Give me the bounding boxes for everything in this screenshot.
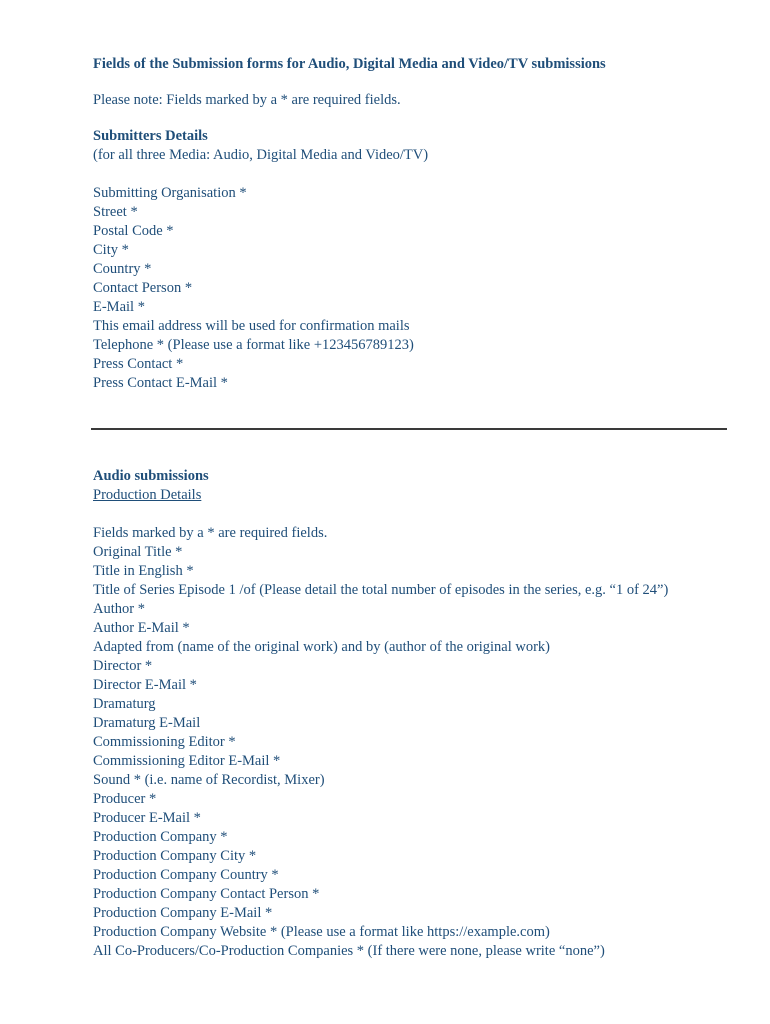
field-item: All Co-Producers/Co-Production Companies * (If there were none, please write “none”) (93, 943, 605, 959)
field-item: Country * (93, 261, 152, 277)
field-item: Press Contact * (93, 356, 184, 372)
field-item: Production Company * (93, 829, 228, 845)
production-details-heading: Production Details (93, 487, 202, 503)
field-item: Director * (93, 658, 153, 674)
field-item: City * (93, 242, 129, 258)
field-item: Producer E-Mail * (93, 810, 201, 826)
field-item: Producer * (93, 791, 157, 807)
field-item: Dramaturg (93, 696, 156, 712)
field-item: Commissioning Editor * (93, 734, 236, 750)
field-item: Telephone * (Please use a format like +123456789123) (93, 337, 414, 353)
section-divider (91, 428, 727, 430)
field-item: Adapted from (name of the original work) and by (author of the original work) (93, 639, 551, 655)
document-title: Fields of the Submission forms for Audio, Digital Media and Video/TV submissions (93, 56, 606, 72)
field-item: Contact Person * (93, 280, 193, 296)
submitters-section (93, 127, 428, 393)
field-item: Original Title * (93, 544, 183, 560)
required-fields-note: Please note: Fields marked by a * are required fields. (93, 92, 401, 108)
field-item: Sound * (i.e. name of Recordist, Mixer) (93, 772, 325, 788)
field-item: Director E-Mail * (93, 677, 197, 693)
field-item: E-Mail * (93, 299, 145, 315)
field-item: Commissioning Editor E-Mail * (93, 753, 281, 769)
field-item: Author * (93, 601, 145, 617)
field-item: Submitting Organisation * (93, 185, 247, 201)
field-item: Author E-Mail * (93, 620, 190, 636)
field-item: Production Company Country * (93, 867, 279, 883)
field-item: Production Company Contact Person * (93, 886, 320, 902)
field-item: Press Contact E-Mail * (93, 375, 228, 391)
submitters-heading: Submitters Details (93, 128, 208, 144)
audio-heading: Audio submissions (93, 468, 209, 484)
field-item: Postal Code * (93, 223, 174, 239)
field-item: Street * (93, 204, 138, 220)
field-item: This email address will be used for confirmation mails (93, 318, 410, 334)
field-item: Title in English * (93, 563, 194, 579)
audio-section (93, 467, 723, 961)
field-item: Dramaturg E-Mail (93, 715, 201, 731)
field-item: Title of Series Episode 1 /of (Please detail the total number of episodes in the series, e.g. “1 of 24”) (93, 582, 669, 598)
field-item: Production Company E-Mail * (93, 905, 273, 921)
field-item: Production Company Website * (Please use a format like https://example.com) (93, 924, 550, 940)
field-item: Production Company City * (93, 848, 257, 864)
audio-required-note: Fields marked by a * are required fields. (93, 525, 328, 541)
submitters-subheading: (for all three Media: Audio, Digital Media and Video/TV) (93, 147, 429, 163)
